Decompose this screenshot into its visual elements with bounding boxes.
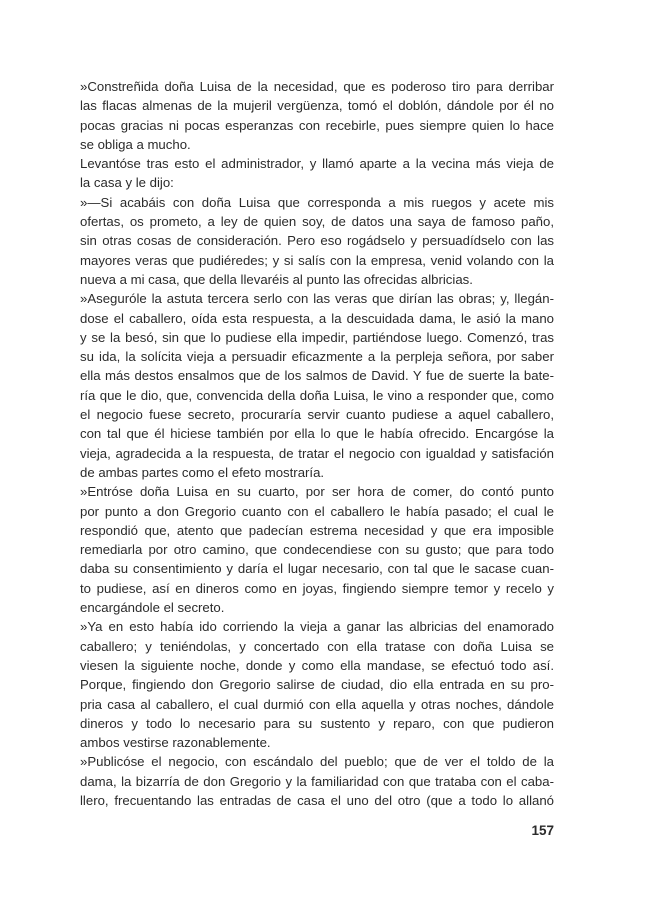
paragraph: [80, 482, 554, 617]
text-line: dineros y todo lo necesario para su sustento y reparo, con que pudieron: [80, 715, 554, 731]
text-line: pria casa al caballero, el cual durmió con ella aquella y otras noches, dándole: [80, 696, 554, 712]
text-line: sin otras cosas de consideración. Pero eso rogádselo y persuadídselo con las: [80, 233, 554, 249]
text-line: ella más destos ensalmos que de los salmos de David. Y fue de suerte la bate-: [80, 368, 554, 384]
text-line: y se la besó, sin que lo pudiese ella impedir, partiéndose luego. Comenzó, tras: [80, 329, 554, 345]
text-line: remediarla por otro camino, que condecendiese con su gusto; que para todo: [80, 542, 554, 558]
text-line: mayores veras que pudiéredes; y si salís con la empresa, venid volando con la: [80, 252, 554, 268]
text-line: encargándole el secreto.: [80, 600, 225, 616]
text-line: ría que le dio, que, convencida della doña Luisa, le vino a responder que, como: [80, 387, 554, 403]
text-line: pocas gracias ni pocas esperanzas con recebirle, pues siempre quien lo hace: [80, 117, 554, 133]
text-line: »Constreñida doña Luisa de la necesidad, que es poderoso tiro para derribar: [80, 79, 554, 94]
text-line: to pudiese, así en dineros como en joyas, fingiendo siempre temor y recelo y: [80, 580, 554, 596]
text-line: »—Si acabáis con doña Luisa que corresponda a mis ruegos y acete mis: [80, 194, 554, 210]
text-line: respondió que, atento que padecían estrema necesidad y que era imposible: [80, 522, 554, 538]
paragraph: [80, 154, 554, 193]
text-line: se obliga a mucho.: [80, 136, 191, 152]
text-line: nueva a mi casa, que della llevaréis al punto las ofrecidas albricias.: [80, 271, 473, 287]
text-line: dama, la bizarría de don Gregorio y la familiaridad con que trataba con el caba-: [80, 773, 554, 789]
paragraph: [80, 289, 554, 482]
text-line: caballero; y teniéndolas, y concertado con ella tratase con doña Luisa se: [80, 638, 554, 654]
paragraph: [80, 77, 554, 154]
text-line: llero, frecuentando las entradas de casa el uno del otro (que a todo lo allanó: [80, 792, 554, 808]
paragraph: [80, 752, 554, 810]
text-line: las flacas almenas de la mujeril vergüenza, tomó el doblón, dándole por él no: [80, 98, 554, 114]
text-line: viesen la siguiente noche, donde y como ella mandase, se efectuó todo así.: [80, 657, 554, 673]
text-line: por punto a don Gregorio cuanto con el caballero le había pasado; el cual le: [80, 503, 554, 519]
text-line: el negocio fuese secreto, procuraría servir cuanto pudiese a aquel caballero,: [80, 407, 554, 423]
page-number: 157: [531, 823, 554, 838]
text-line: la casa y le dijo:: [80, 175, 174, 191]
text-line: »Ya en esto había ido corriendo la vieja a ganar las albricias del enamorado: [80, 619, 554, 635]
body-text: [80, 77, 554, 810]
text-line: dose el caballero, oída esta respuesta, a la descuidada dama, le asió la mano: [80, 310, 554, 326]
text-line: con tal que él hiciese también por ella lo que le había ofrecido. Encargóse la: [80, 426, 554, 442]
text-line: su ida, la solícita vieja a persuadir eficazmente a la perpleja señora, por saber: [80, 349, 554, 365]
text-line: Porque, fingiendo don Gregorio salirse de ciudad, dio ella entrada en su pro-: [80, 677, 554, 693]
paragraph: [80, 193, 554, 289]
text-line: ambos vestirse razonablemente.: [80, 735, 271, 751]
text-line: Levantóse tras esto el administrador, y llamó aparte a la vecina más vieja de: [80, 156, 554, 172]
text-line: »Entróse doña Luisa en su cuarto, por ser hora de comer, do contó punto: [80, 484, 554, 500]
paragraph: [80, 617, 554, 752]
text-line: ofertas, os prometo, a ley de quien soy, de datos una saya de famoso paño,: [80, 214, 554, 230]
text-line: »Aseguróle la astuta tercera serlo con las veras que dirían las obras; y, llegán-: [80, 291, 554, 307]
text-line: daba su consentimiento y daría el lugar necesario, con tal que le sacase cuan-: [80, 561, 554, 577]
text-line: de ambas partes como el efeto mostraría.: [80, 464, 325, 480]
text-line: »Publicóse el negocio, con escándalo del pueblo; que de ver el toldo de la: [80, 754, 554, 770]
text-line: vieja, agradecida a la respuesta, de tratar el negocio con igualdad y satisfación: [80, 445, 554, 461]
